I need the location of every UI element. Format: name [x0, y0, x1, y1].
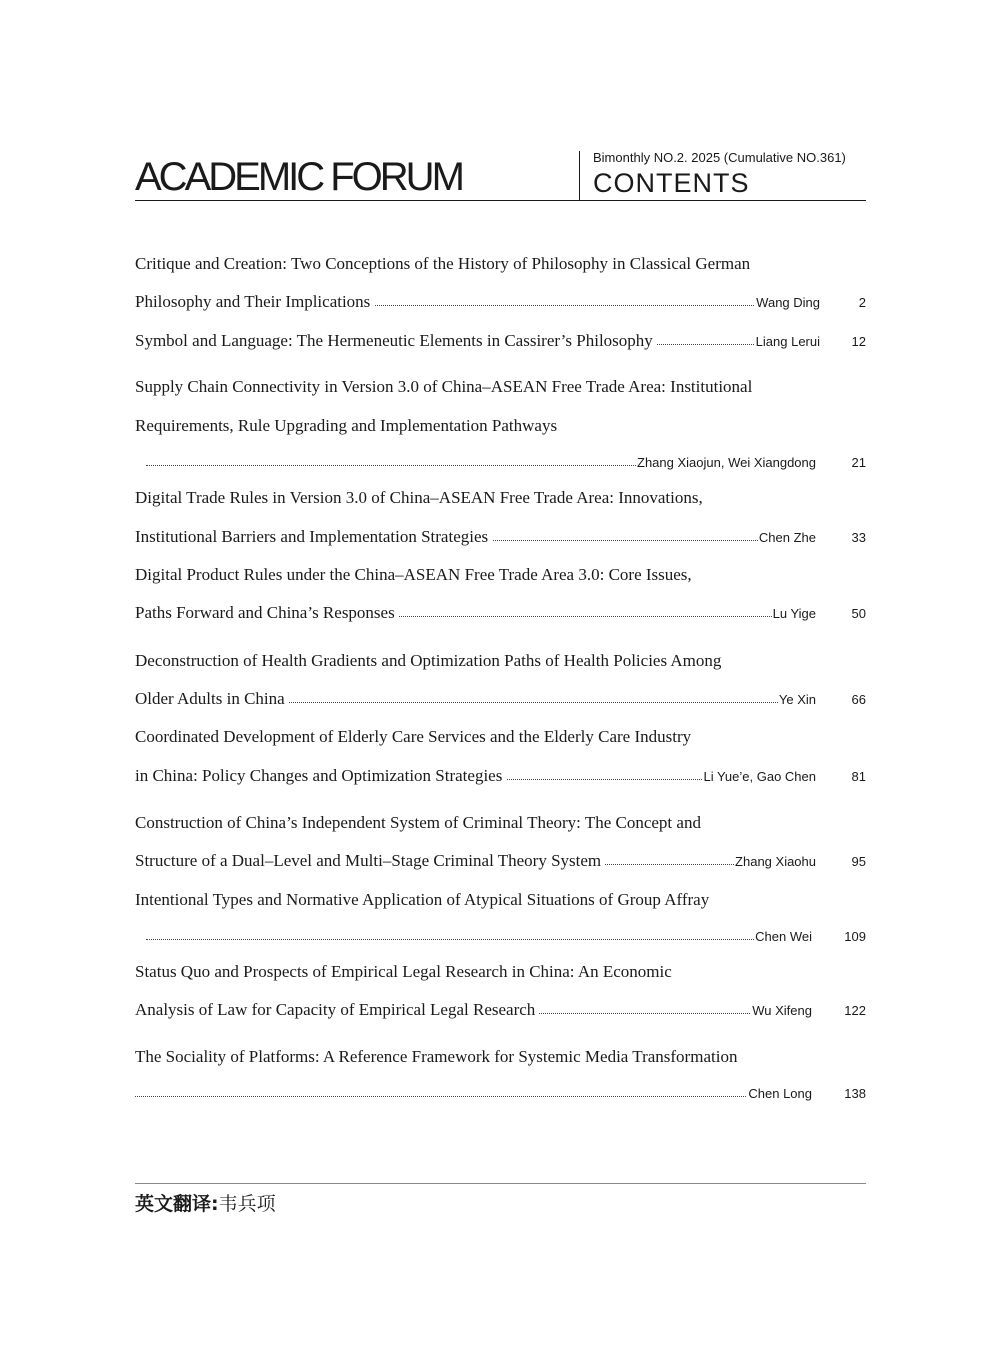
toc-entry-last-line	[135, 527, 866, 547]
toc-entry-last-line	[135, 603, 866, 623]
toc-title-line: Deconstruction of Health Gradients and Optimization Paths of Health Policies Among	[135, 651, 722, 670]
toc-author: Wu Xifeng	[752, 1003, 812, 1018]
toc-entry-last-line	[135, 689, 866, 709]
masthead-divider	[579, 151, 580, 200]
toc-entry-last-line	[135, 766, 866, 786]
toc-title-line: Critique and Creation: Two Conceptions of the History of Philosophy in Classical German	[135, 254, 751, 273]
toc-title-line: Supply Chain Connectivity in Version 3.0 of China–ASEAN Free Trade Area: Institutional	[135, 377, 753, 396]
translator-label: 英文翻译:	[135, 1193, 219, 1215]
toc-title-line: Digital Product Rules under the China–ASEAN Free Trade Area 3.0: Core Issues,	[135, 565, 692, 584]
toc-title-line: Analysis of Law for Capacity of Empirical Legal Research	[135, 1000, 539, 1020]
toc-title-line: The Sociality of Platforms: A Reference Framework for Systemic Media Transformation	[135, 1047, 738, 1066]
toc-title-line: Symbol and Language: The Hermeneutic Elements in Cassirer’s Philosophy	[135, 331, 657, 351]
toc-title-line: in China: Policy Changes and Optimization Strategies	[135, 766, 506, 786]
masthead	[135, 150, 866, 201]
toc-entry-last-line	[135, 1000, 866, 1020]
dot-leader	[135, 1083, 810, 1103]
translator-name: 韦兵项	[218, 1193, 276, 1215]
toc-title-line: Construction of China’s Independent System of Criminal Theory: The Concept and	[135, 813, 701, 832]
issue-info: Bimonthly NO.2. 2025 (Cumulative NO.361)	[593, 150, 846, 165]
toc-entry-last-line	[135, 851, 866, 871]
toc-entry-last-line	[135, 926, 866, 946]
toc-author: Wang Ding	[756, 295, 820, 310]
toc-author: Lu Yige	[772, 606, 816, 621]
toc-title-line: Structure of a Dual–Level and Multi–Stage Criminal Theory System	[135, 851, 605, 871]
toc-entry-last-line	[135, 1083, 866, 1103]
toc-author: Chen Long	[748, 1086, 812, 1101]
footer-divider	[135, 1183, 866, 1184]
dot-leader	[146, 926, 810, 946]
journal-title: ACADEMIC FORUM	[135, 155, 462, 199]
toc-entry-last-line	[135, 452, 866, 472]
toc-page-number: 66	[851, 692, 866, 707]
toc-page-number: 109	[844, 929, 866, 944]
toc-page-number: 21	[851, 455, 866, 470]
toc-page-number: 33	[851, 530, 866, 545]
toc-author: Zhang Xiaohu	[735, 854, 816, 869]
toc-page-number: 95	[851, 854, 866, 869]
toc-title-line: Digital Trade Rules in Version 3.0 of China–ASEAN Free Trade Area: Innovations,	[135, 488, 703, 507]
toc-author: Chen Wei	[755, 929, 812, 944]
toc-entry-last-line	[135, 292, 866, 312]
contents-heading: CONTENTS	[593, 168, 750, 198]
toc-title-line: Philosophy and Their Implications	[135, 292, 374, 312]
toc-title-line: Older Adults in China	[135, 689, 289, 709]
toc-author: Zhang Xiaojun, Wei Xiangdong	[637, 455, 816, 470]
toc-page-number: 2	[858, 295, 866, 310]
toc-page-number: 50	[851, 606, 866, 621]
toc-author: Ye Xin	[778, 692, 816, 707]
toc-page-number: 122	[844, 1003, 866, 1018]
toc-page-number: 81	[851, 769, 866, 784]
translator-credit	[135, 1192, 276, 1216]
toc-title-line: Intentional Types and Normative Application of Atypical Situations of Group Affray	[135, 890, 710, 909]
toc-title-line: Institutional Barriers and Implementation Strategies	[135, 527, 492, 547]
toc-page-number: 12	[851, 334, 866, 349]
toc-title-line: Paths Forward and China’s Responses	[135, 603, 399, 623]
toc-title-line: Status Quo and Prospects of Empirical Legal Research in China: An Economic	[135, 962, 672, 981]
toc-page-number: 138	[844, 1086, 866, 1101]
toc-author: Li Yue’e, Gao Chen	[703, 769, 816, 784]
toc-entry-last-line	[135, 331, 866, 351]
toc-author: Chen Zhe	[758, 530, 816, 545]
toc-title-line: Coordinated Development of Elderly Care Services and the Elderly Care Industry	[135, 727, 692, 746]
toc-title-line: Requirements, Rule Upgrading and Implementation Pathways	[135, 416, 558, 435]
toc-author: Liang Lerui	[755, 334, 820, 349]
